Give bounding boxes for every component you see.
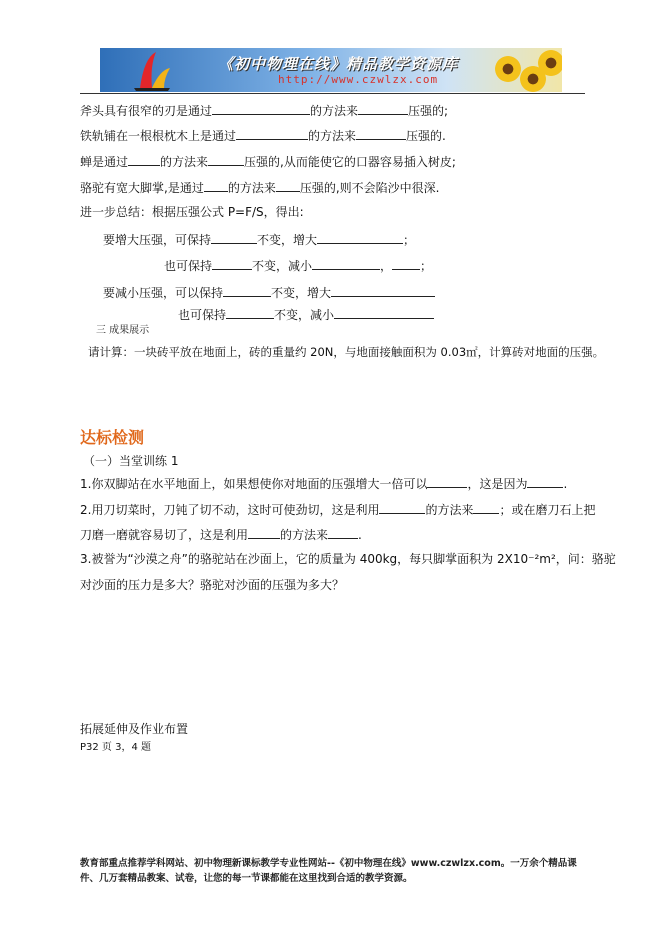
text-line-2: 铁轨铺在一根根枕木上是通过 的方法来 压强的. xyxy=(80,129,446,143)
section-heading: 达标检测 xyxy=(80,428,145,447)
text-line-7: 也可保持 不变，减小 ， ； xyxy=(164,259,433,273)
sunflower-icon xyxy=(538,50,562,76)
question-1: 1.你双脚站在水平地面上，如果想使你对地面的压强增大一倍可以 ，这是因为 . xyxy=(80,477,568,491)
footer-line-1: 教育部重点推荐学科网站、初中物理新课标教学专业性网站--《初中物理在线》www.czwlzx.com。一万余个精品课 xyxy=(80,858,577,869)
text-line-4: 骆驼有宽大脚掌,是通过 的方法来 压强的,则不会陷沙中很深. xyxy=(80,181,440,195)
text-line-8: 要减小压强，可以保持 不变，增大 xyxy=(103,284,435,300)
header-rule xyxy=(80,93,585,94)
calculation-prompt: 请计算：一块砖平放在地面上，砖的重量约 20N，与地面接触面积为 0.03㎡，计算砖对地面的压强。 xyxy=(88,345,605,359)
homework-title: 拓展延伸及作业布置 xyxy=(80,722,189,736)
text-line-9: 也可保持 不变，减小 xyxy=(178,306,434,322)
banner-url: http://www.czwlzx.com xyxy=(278,73,439,86)
footer-line-2: 件、几万套精品教案、试卷，让您的每一节课都能在这里找到合适的教学资源。 xyxy=(80,873,413,884)
section-three-title: 三 成果展示 xyxy=(96,325,150,336)
banner-title: 《初中物理在线》精品教学资源库 xyxy=(218,55,459,73)
text-line-6: 要增大压强，可保持 不变，增大 ； xyxy=(103,233,416,247)
text-line-3: 蝉是通过 的方法来 压强的,从而能使它的口器容易插入树皮; xyxy=(80,155,456,169)
header-banner xyxy=(100,48,562,92)
question-3-cont: 对沙面的压力是多大？骆驼对沙面的压强为多大？ xyxy=(80,578,345,592)
sunflower-icon xyxy=(495,56,521,82)
question-2-cont: 刀磨一磨就容易切了，这是利用 的方法来 . xyxy=(80,528,362,542)
section-subheading: （一）当堂训练 1 xyxy=(83,454,179,468)
text-line-5: 进一步总结：根据压强公式 P=F/S，得出: xyxy=(80,205,304,219)
homework-text: P32 页 3，4 题 xyxy=(80,742,152,753)
text-line-1: 斧头具有很窄的刃是通过 的方法来 压强的; xyxy=(80,104,449,118)
site-logo-icon xyxy=(130,48,174,92)
question-2: 2.用刀切菜时，刀钝了切不动，这时可使劲切，这是利用 的方法来 ；或在磨刀石上把 xyxy=(80,503,596,517)
question-3: 3.被誉为“沙漠之舟”的骆驼站在沙面上，它的质量为 400kg，每只脚掌面积为 2X10⁻²m²，问：骆驼 xyxy=(80,552,616,566)
